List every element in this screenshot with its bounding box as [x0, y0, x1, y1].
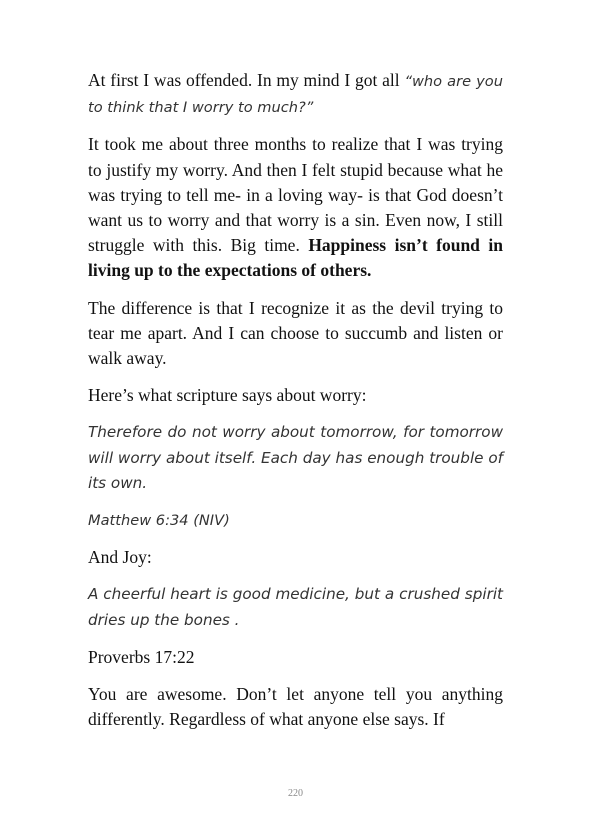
paragraph-and-joy: And Joy: [88, 547, 152, 568]
paragraph-realize [88, 132, 503, 283]
paragraph-awesome: You are awesome. Don’t let anyone tell you anything differently. Regardless of what anyone else says. If [88, 684, 503, 730]
paragraph-offended [88, 68, 503, 120]
paragraph-scripture-intro: Here’s what scripture says about worry: [88, 385, 367, 406]
paragraph-text: It took me about three months to realize that I was trying to justify my worry. And then I felt stupid because what he was trying to tell me- in a loving way- is that God doesn’t want us to worry and that worry is a sin. Even now, I still struggle with this. Big time. [88, 134, 503, 256]
paragraph-text: At first I was offended. In my mind I got all [88, 70, 405, 90]
scripture-quote-worry: Therefore do not worry about tomorrow, for tomorrow will worry about itself. Each day has enough trouble of its own. [88, 423, 503, 492]
scripture-reference-matthew: Matthew 6:34 (NIV) [88, 512, 230, 530]
scripture-reference-proverbs: Proverbs 17:22 [88, 646, 195, 667]
bold-statement: Happiness isn’t found in living up to the expectations of others. [88, 235, 503, 281]
scripture-quote-joy: A cheerful heart is good medicine, but a crushed spirit dries up the bones . [88, 585, 503, 629]
paragraph-difference: The difference is that I recognize it as the devil trying to tear me apart. And I can choose to succumb and listen or walk away. [88, 297, 503, 369]
page-body [88, 68, 503, 744]
inline-quote: “who are you to think that I worry to much?” [88, 73, 503, 117]
page-number: 220 [288, 788, 303, 799]
